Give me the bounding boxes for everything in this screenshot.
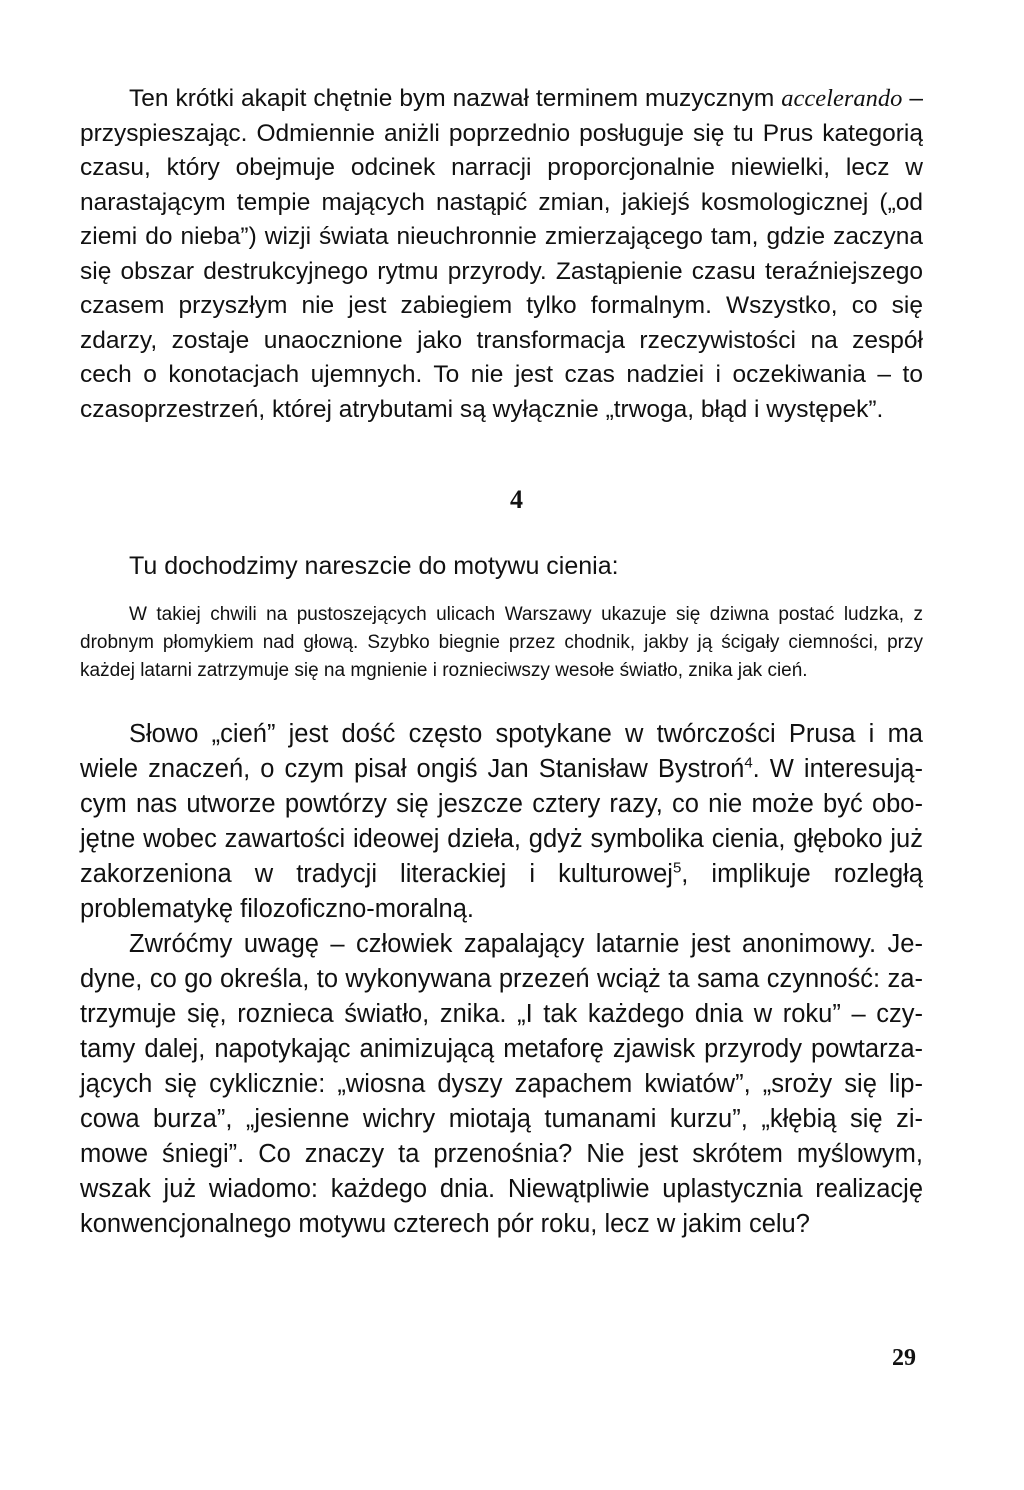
page-number: 29 [892,1345,916,1371]
paragraph-accelerando [80,82,923,427]
paragraph-text: . W interesującym nas utworze powtórzy się jeszcze cztery razy, co nie może być obojętne wobec zawartości ideowej dzieła, gdyż symbolika cienia, głęboko już zakorzeniona w tradycji literackiej i kulturowej [80,755,923,888]
page-content [80,82,923,1242]
footnote-ref: 4 [744,754,753,772]
paragraph-text: Ten krótki akapit chętnie bym nazwał terminem muzycznym [129,85,782,112]
italic-term: accelerando [781,85,903,112]
paragraph-shadow-word [80,717,923,927]
paragraph-text: – przyspieszając. Odmiennie aniżli poprzednio posługuje się tu Prus kategorią czasu, który obejmuje odcinek narracji proporcjonalnie niewielki, lecz w narastającym tempie mających nastąpić zmian, jakiejś kosmologicznej („od ziemi do nieba”) wizji świata nieuchronnie zmierzającego tam, gdzie zaczyna się obszar destrukcyjnego rytmu przyrody. Zastąpienie czasu teraźniejszego czasem przyszłym nie jest zabiegiem tylko formalnym. Wszystko, co się zdarzy, zostaje unaocznione jako transformacja rzeczywistości na zespół cech o konotacjach ujemnych. To nie jest czas nadziei i oczekiwania – to czasoprzestrzeń, której atrybutami są wyłącznie „trwoga, błąd i występek”. [80,85,924,423]
paragraph-lamplighter: Zwróćmy uwagę – człowiek zapalający latarnie jest anonimowy. Jedyne, co go określa, to wykonywana przezeń wciąż ta sama czynność: zatrzymuje się, roznieca światło, znika. „I tak każdego dnia w roku” – czytamy dalej, napotykając animizującą metaforę zjawisk przyrody powtarzających się cyklicznie: „wiosna dyszy zapachem kwiatów”, „sroży się lipcowa burza”, „jesienne wichry miotają tumanami kurzu”, „kłębią się zimowe śniegi”. Co znaczy ta przenośnia? Nie jest skrótem myślowym, wszak już wiadomo: każdego dnia. Niewątpliwie uplastycznia realizację konwencjonalnego motywu czterech pór roku, lecz w jakim celu? [80,930,923,1238]
intro-line: Tu dochodzimy nareszcie do motywu cienia: [129,552,619,580]
paragraph-text: Słowo „cień” jest dość często spotykane w twórczości Prusa i ma wiele znaczeń, o czym pisał ongiś Jan Stanisław Bystroń [80,720,923,783]
paragraph-text: , implikuje rozległą problematykę filozoficzno-moralną. [80,860,923,923]
footnote-ref: 5 [672,859,682,877]
section-number: 4 [510,485,523,514]
body-block [80,717,923,1242]
block-quote: W takiej chwili na pustoszejących ulicach Warszawy ukazuje się dziwna postać ludzka, z drobnym płomykiem nad głową. Szybko biegnie przez chodnik, jakby ją ścigały ciemności, przy każdej latarni zatrzymuje się na mgnienie i roznieciwszy wesołe światło, znika jak cień. [80,604,923,681]
